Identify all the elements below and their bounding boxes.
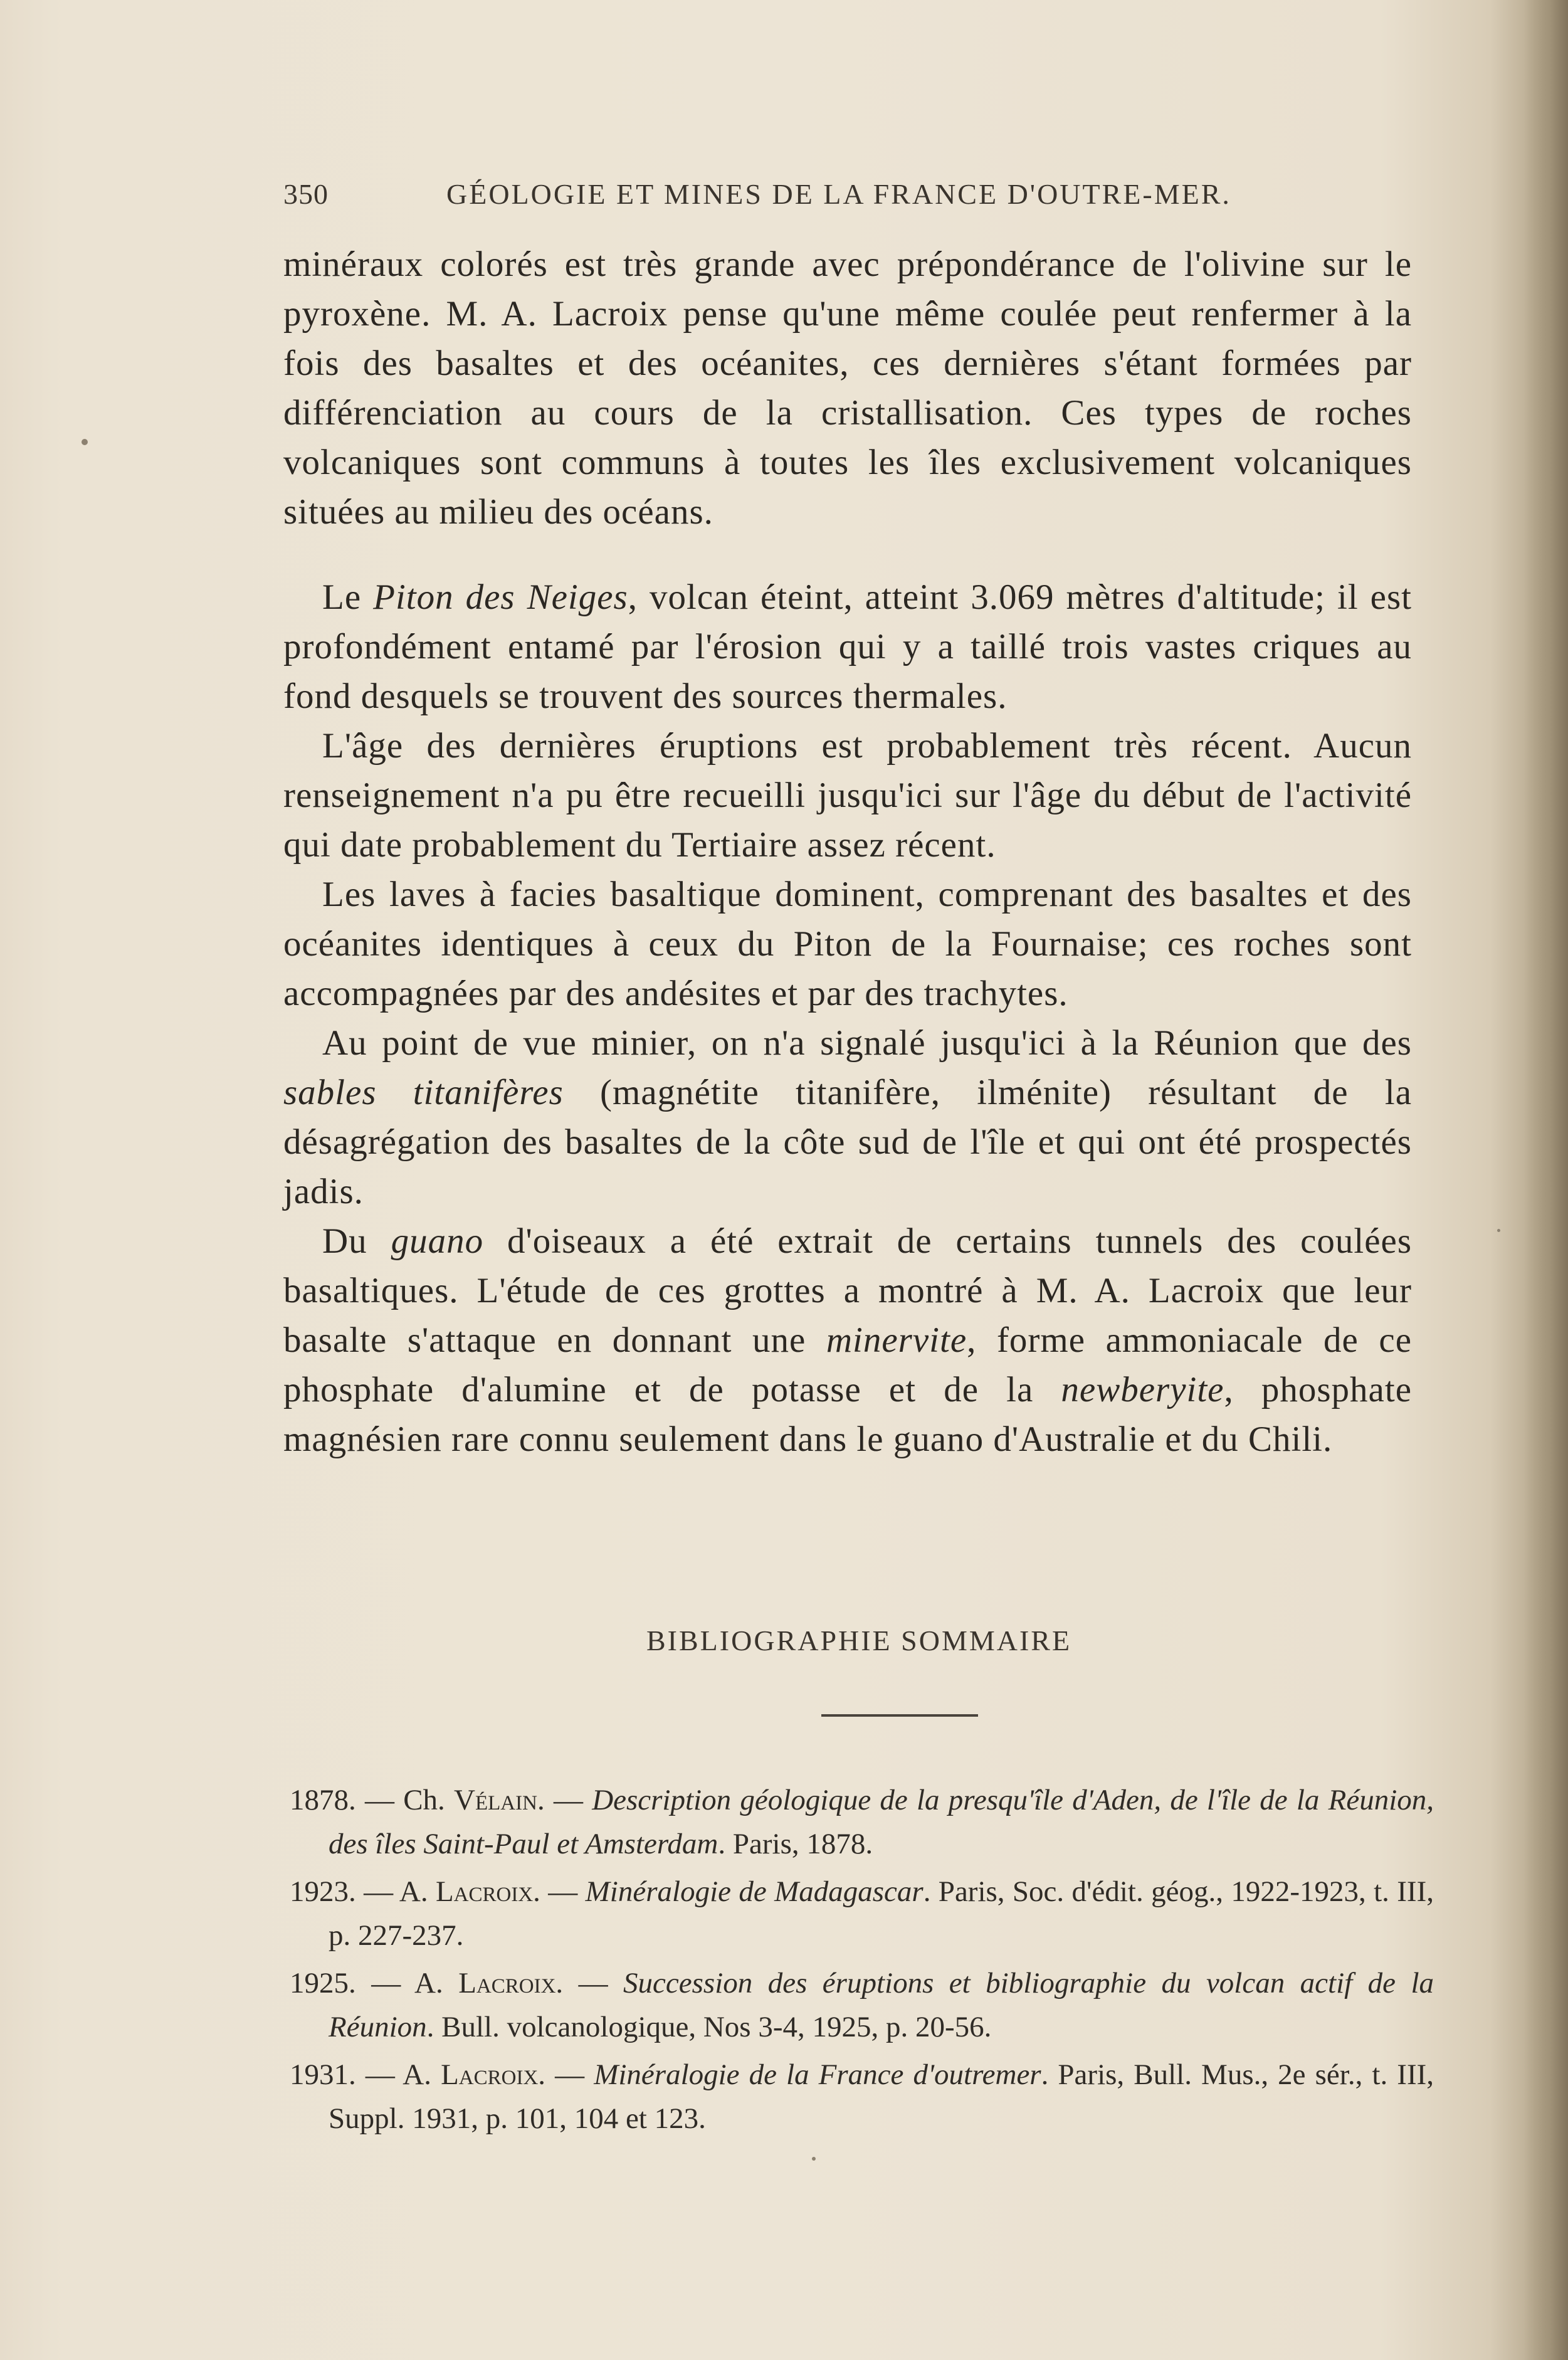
work-title: Description géologique de la presqu'île d'Aden, de l'île de la Réunion, des îles Saint-Paul et Amsterdam — [329, 1784, 1434, 1860]
bibliography-entry: 1878. — Ch. Vélain. — Description géologique de la presqu'île d'Aden, de l'île de la Réunion, des îles Saint-Paul et Amsterdam. Paris, 1878. — [290, 1784, 1434, 1860]
paragraph-continuation: minéraux colorés est très grande avec prépondérance de l'olivine sur le pyroxène. M. A. Lacroix pense qu'une même coulée peut renfermer à la fois des basaltes et des océanites, ces dernières s'étant formées par différenciation au cours de la cristallisation. Ces types de roches volcaniques sont communs à toutes les îles exclusivement volcaniques situées au milieu des océans. — [283, 245, 1412, 532]
italic-term: newberyite — [1061, 1370, 1224, 1409]
bibliography-entry: 1923. — A. Lacroix. — Minéralogie de Madagascar. Paris, Soc. d'édit. géog., 1922-1923, t. III, p. 227-237. — [290, 1875, 1434, 1952]
running-title: GÉOLOGIE ET MINES DE LA FRANCE D'OUTRE-MER. — [446, 178, 1231, 210]
paragraph-eruptions: L'âge des dernières éruptions est probablement très récent. Aucun renseignement n'a pu être recueilli jusqu'ici sur l'âge du début de l'activité qui date probablement du Tertiaire assez récent. — [283, 726, 1412, 865]
bibliography-list — [290, 1778, 1434, 2144]
running-header — [283, 177, 1255, 211]
paragraph-guano: Du guano d'oiseaux a été extrait de certains tunnels des coulées basaltiques. L'étude de ces grottes a montré à M. A. Lacroix que leur basalte s'attaque en donnant une minervite, forme ammoniacale de ce phosphate d'alumine et de potasse et de la newberyite, phosphate magnésien rare connu seulement dans le guano d'Australie et du Chili. — [283, 1221, 1413, 1459]
body-text — [283, 240, 1412, 1464]
paragraph-laves: Les laves à facies basaltique dominent, comprenant des basaltes et des océanites identiques à ceux du Piton de la Fournaise; ces roches sont accompagnées par des andésites et par des trachytes. — [283, 875, 1412, 1013]
author-name: Lacroix — [441, 2058, 539, 2091]
paper-speck — [812, 2157, 816, 2161]
italic-term: minervite — [826, 1320, 967, 1360]
paragraph-piton-des-neiges: Le Piton des Neiges, volcan éteint, atteint 3.069 mètres d'altitude; il est profondément entamé par l'érosion qui y a taillé trois vastes criques au fond desquels se trouvent des sources thermales. — [283, 577, 1412, 716]
italic-term: guano — [391, 1221, 484, 1261]
work-title: Minéralogie de la France d'outremer — [594, 2058, 1041, 2091]
author-name: Vélain — [454, 1784, 537, 1816]
section-divider — [821, 1714, 978, 1717]
paper-speck — [82, 439, 88, 445]
bibliography-entry: 1925. — A. Lacroix. — Succession des éruptions et bibliographie du volcan actif de la Réunion. Bull. volcanologique, Nos 3-4, 1925, p. 20-56. — [290, 1967, 1434, 2043]
page-number: 350 — [283, 178, 329, 210]
page-edge-shadow — [1524, 0, 1568, 2360]
bibliography-entry: 1931. — A. Lacroix. — Minéralogie de la France d'outremer. Paris, Bull. Mus., 2e sér., t. III, Suppl. 1931, p. 101, 104 et 123. — [290, 2058, 1434, 2135]
paragraph-minier: Au point de vue minier, on n'a signalé jusqu'ici à la Réunion que des sables titanifères (magnétite titanifère, ilménite) résultant de la désagrégation des basaltes de la côte sud de l'île et qui ont été prospectés jadis. — [283, 1023, 1413, 1211]
italic-term: Piton des Neiges — [373, 577, 628, 617]
italic-term: sables titanifères — [283, 1073, 564, 1112]
work-title: Succession des éruptions et bibliographie du volcan actif de la Réunion — [329, 1967, 1434, 2043]
author-name: Lacroix — [435, 1875, 534, 1908]
work-title: Minéralogie de Madagascar — [585, 1875, 923, 1908]
paper-speck — [1497, 1229, 1500, 1232]
bibliography-heading: BIBLIOGRAPHIE SOMMAIRE — [646, 1625, 1072, 1657]
author-name: Lacroix — [458, 1967, 556, 1999]
